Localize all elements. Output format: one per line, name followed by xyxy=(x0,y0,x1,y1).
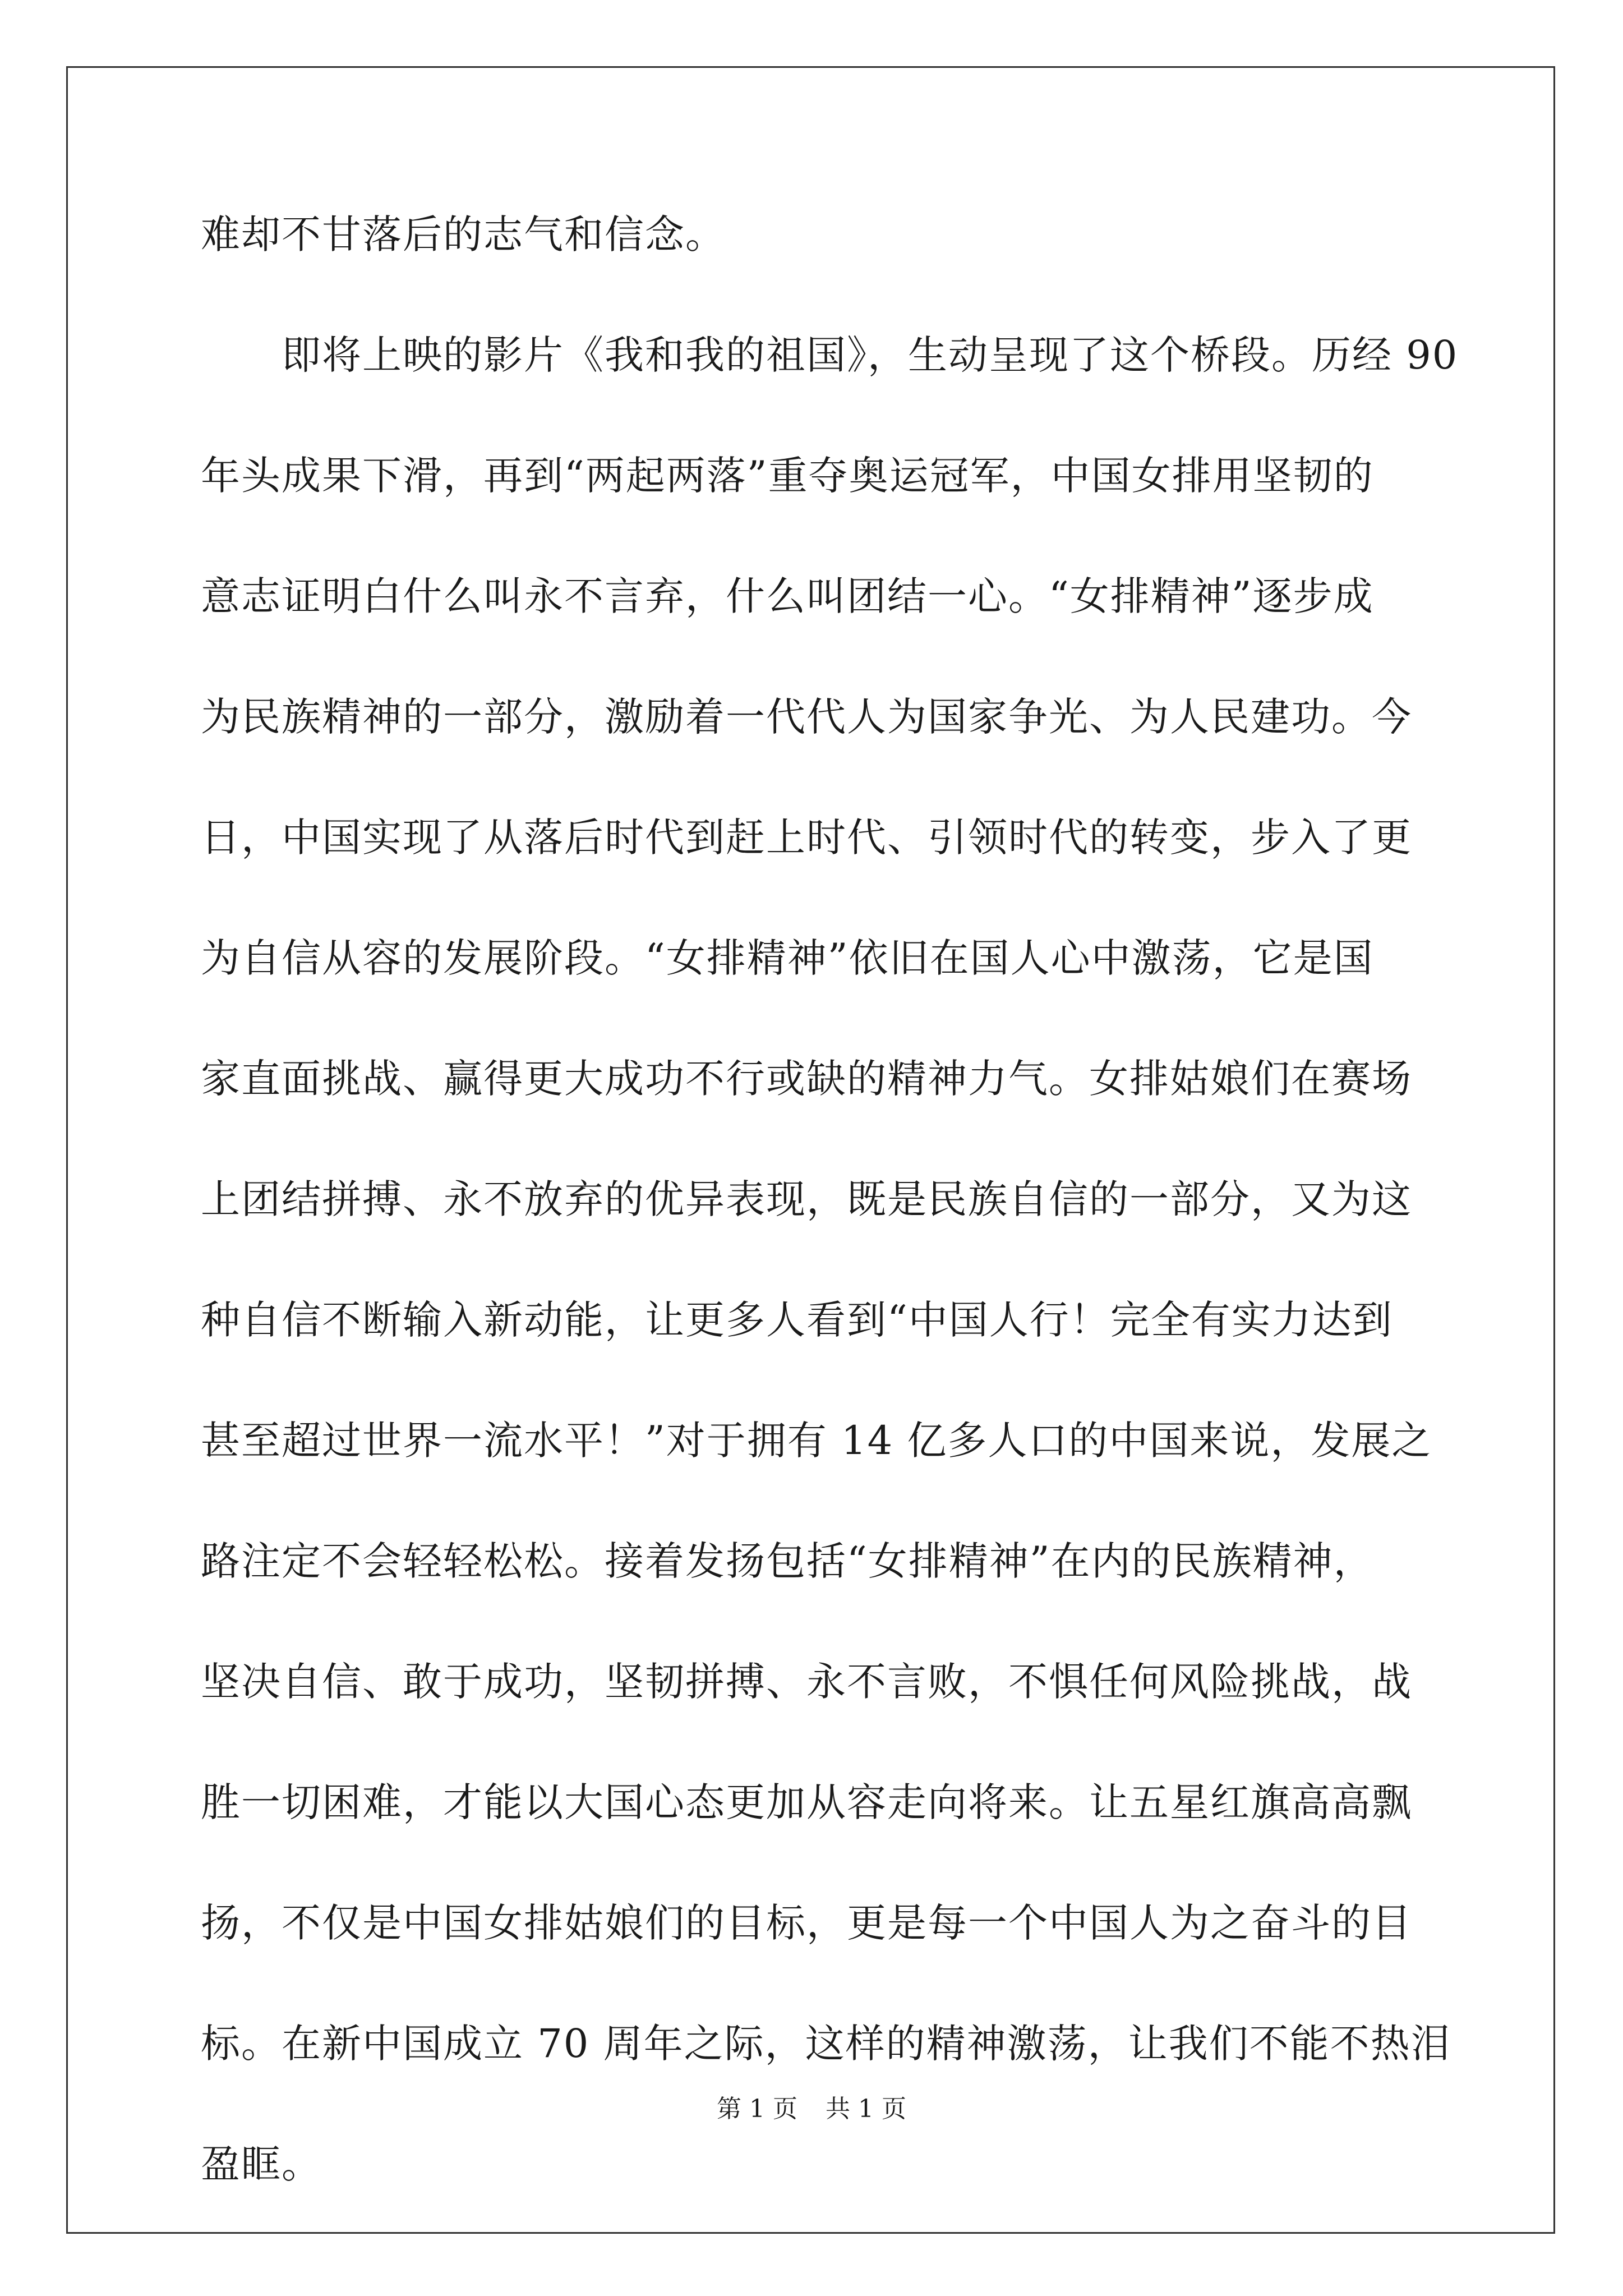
text-line: 甚至超过世界一流水平！”对于拥有 14 亿多人口的中国来说，发展之 xyxy=(201,1418,1432,1464)
text-line: 意志证明白什么叫永不言弃，什么叫团结一心。“女排精神”逐步成 xyxy=(201,573,1374,619)
page-footer xyxy=(0,2097,1623,2122)
text-line: 标。在新中国成立 70 周年之际，这样的精神激荡，让我们不能不热泪 xyxy=(201,2021,1451,2067)
text-line: 难却不甘落后的志气和信念。 xyxy=(201,211,726,257)
page-number-current: 第 1 页 xyxy=(717,2095,797,2123)
text-line: 路注定不会轻轻松松。接着发扬包括“女排精神”在内的民族精神， xyxy=(201,1538,1374,1584)
text-line: 家直面挑战、赢得更大成功不行或缺的精神力气。女排姑娘们在赛场 xyxy=(201,1056,1412,1102)
text-line: 胜一切困难，才能以大国心态更加从容走向将来。让五星红旗高高飘 xyxy=(201,1779,1412,1825)
text-line: 种自信不断输入新动能，让更多人看到“中国人行！完全有实力达到 xyxy=(201,1297,1393,1343)
text-line: 坚决自信、敢于成功，坚韧拼搏、永不言败，不惧任何风险挑战，战 xyxy=(201,1659,1412,1705)
text-line: 日，中国实现了从落后时代到赶上时代、引领时代的转变，步入了更 xyxy=(201,815,1412,861)
page-number-total: 共 1 页 xyxy=(826,2095,906,2123)
text-line: 盈眶。 xyxy=(201,2141,322,2187)
text-line: 上团结拼搏、永不放弃的优异表现，既是民族自信的一部分，又为这 xyxy=(201,1176,1412,1222)
text-line: 即将上映的影片《我和我的祖国》，生动呈现了这个桥段。历经 90 xyxy=(201,332,1459,378)
text-line: 年头成果下滑，再到“两起两落”重夺奥运冠军，中国女排用坚韧的 xyxy=(201,453,1374,499)
text-line: 为民族精神的一部分，激励着一代代人为国家争光、为人民建功。今 xyxy=(201,694,1412,740)
text-line: 为自信从容的发展阶段。“女排精神”依旧在国人心中激荡，它是国 xyxy=(201,935,1374,981)
text-line: 扬，不仅是中国女排姑娘们的目标，更是每一个中国人为之奋斗的目 xyxy=(201,1900,1412,1946)
